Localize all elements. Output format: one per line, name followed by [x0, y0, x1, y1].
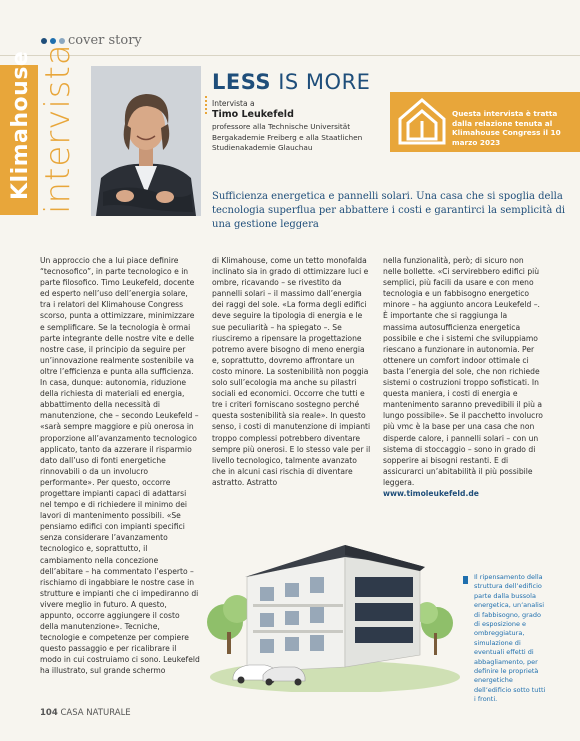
- callout-text: Questa intervista è tratta dalla relazione tenuta al Klimahouse Congress il 10 marzo 2023: [452, 109, 561, 147]
- magazine-name: CASA NATURALE: [60, 708, 131, 718]
- article-deck: Sufficienza energetica e pannelli solari. Una casa che si spoglia della tecnologia superflua per abbattere i costi e garantirci la semplicità di una gestione leggera: [212, 191, 566, 230]
- body-column-3: [383, 255, 543, 499]
- body-text: di Klimahouse, come un tetto monofalda inclinato sia in grado di ottimizzare luci e ombre, ricavando – se rivestito da pannelli solari – il massimo dall’energia dei raggi del sole. «La forma degli edifici deve seguire la tipologia di energia e le sue peculiarità – ha spiegato –. Se riusciremo a ripensare la progettazione potremo avere bisogno di meno energia e, soprattutto, dovremo affrontare un costo minore. La sostenibilità non poggia solo sull’ecologia ma anche su pilastri sociali ed economici. Occorre che tutti e tre i criteri forniscano sostegno perché questa sostenibilità sia reale». In questo senso, i costi di manutenzione di impianti troppo complessi potrebbero diventare sempre più onerosi. E lo stesso vale per il livello tecnologico, talmente avanzato che in alcuni casi rischia di diventare astratto. Astratto: [212, 256, 371, 487]
- dotted-connector: [205, 96, 209, 114]
- body-column-2: [212, 255, 372, 488]
- page-folio: [40, 708, 131, 718]
- interview-intro: Intervista a: [212, 99, 255, 108]
- interviewee-name: Timo Leukefeld: [212, 109, 294, 120]
- header-rule: [0, 55, 580, 56]
- title-rest: IS MORE: [271, 70, 371, 94]
- caption-marker: [463, 576, 468, 584]
- side-brand: Klimahouse: [8, 50, 33, 200]
- side-word: intervista: [38, 43, 78, 214]
- portrait-photo: [91, 66, 201, 216]
- image-caption: Il ripensamento della struttura dell’edificio parte dalla bussola energetica, un’analisi di fabbisogno, grado di esposizione e ombreggiatura, simulazione di eventuali effetti di abbagliamento, per definire le proprietà energetiche dell’edificio sotto tutti i fronti.: [474, 573, 546, 704]
- section-label: cover story: [68, 33, 142, 48]
- body-text: Un approccio che a lui piace definire “tecnosofico”, in parte tecnologico e in parte filosofico. Timo Leukefeld, docente ed esperto nell’uso dell’energia solare, tra i relatori del Klimahouse Congress scorso, punta a ottimizzare, minimizzare e semplificare. Se la tecnologia è ormai parte integrante delle nostre vite e delle nostre case, il principio da seguire per un’innovazione realmente sostenibile va oltre l’efficienza e punta alla sufficienza. In casa, dunque: autonomia, riduzione della richiesta di materiali ed energia, abbattimento della necessità di manutenzione, che – secondo Leukefeld – «sarà sempre maggiore e più onerosa in proporzione all’avanzamento tecnologico applicato, tanto da azzerare il risparmio dato dall’uso di fonti energetiche rinnovabili o da un involucro performante». Per questo, occorre progettare impianti capaci di adattarsi nel tempo e di richiedere il minimo dei lavori di mantenimento possibili. «Se pensiamo edifici con impianti specifici senza considerare l’avanzamento tecnologico e, soprattutto, il cambiamento nella concezione dell’abitare – ha commentato l’esperto – rischiamo di ingabbiare le nostre case in strutture e impianti che ci impediranno di vivere meglio in futuro. A questo, appunto, occorre aggiungere il costo della manutenzione». Tecniche, tecnologie e competenze per compiere questo passaggio e per ricalibrare il modo in cui costruiamo ci sono. Leukefeld ha illustrato, sul grande schermo: [40, 256, 200, 676]
- article-title: [212, 70, 370, 94]
- body-column-1: [40, 255, 200, 677]
- building-rendering: [205, 527, 460, 692]
- interviewee-affiliation: professore alla Technische Universität Bergakademie Freiberg e alla Staatlichen Studienakademie Glauchau: [212, 122, 363, 152]
- title-bold: LESS: [212, 70, 272, 94]
- portrait-illustration: [91, 66, 201, 216]
- website-link[interactable]: www.timoleukefeld.de: [383, 488, 479, 498]
- page-number: 104: [40, 708, 58, 718]
- house-outline-icon: [396, 95, 448, 147]
- body-text: nella funzionalità, però; di sicuro non nelle bollette. «Ci servirebbero edifici più semplici, più facili da usare e con meno tecnologia e un fabbisogno energetico minore – ha aggiunto ancora Leukefeld –. È importante che si raggiunga la massima autosufficienza energetica possibile e che i sistemi che sviluppiamo riescano a funzionare in autonomia. Per ottenere un comfort indoor ottimale ci basta l’energia del sole, che non richiede sistemi o costruzioni troppo sofisticati. In questa maniera, i costi di energia e mantenimento saranno prevedibili il più a lungo possibile». Se il pacchetto involucro più vmc è la base per una casa che non disperde calore, i pannelli solari – con un sistema di stoccaggio – sono in grado di sopperire ai bisogni restanti. E di assicurarci un’abitabilità il più possibile leggera.: [383, 256, 543, 487]
